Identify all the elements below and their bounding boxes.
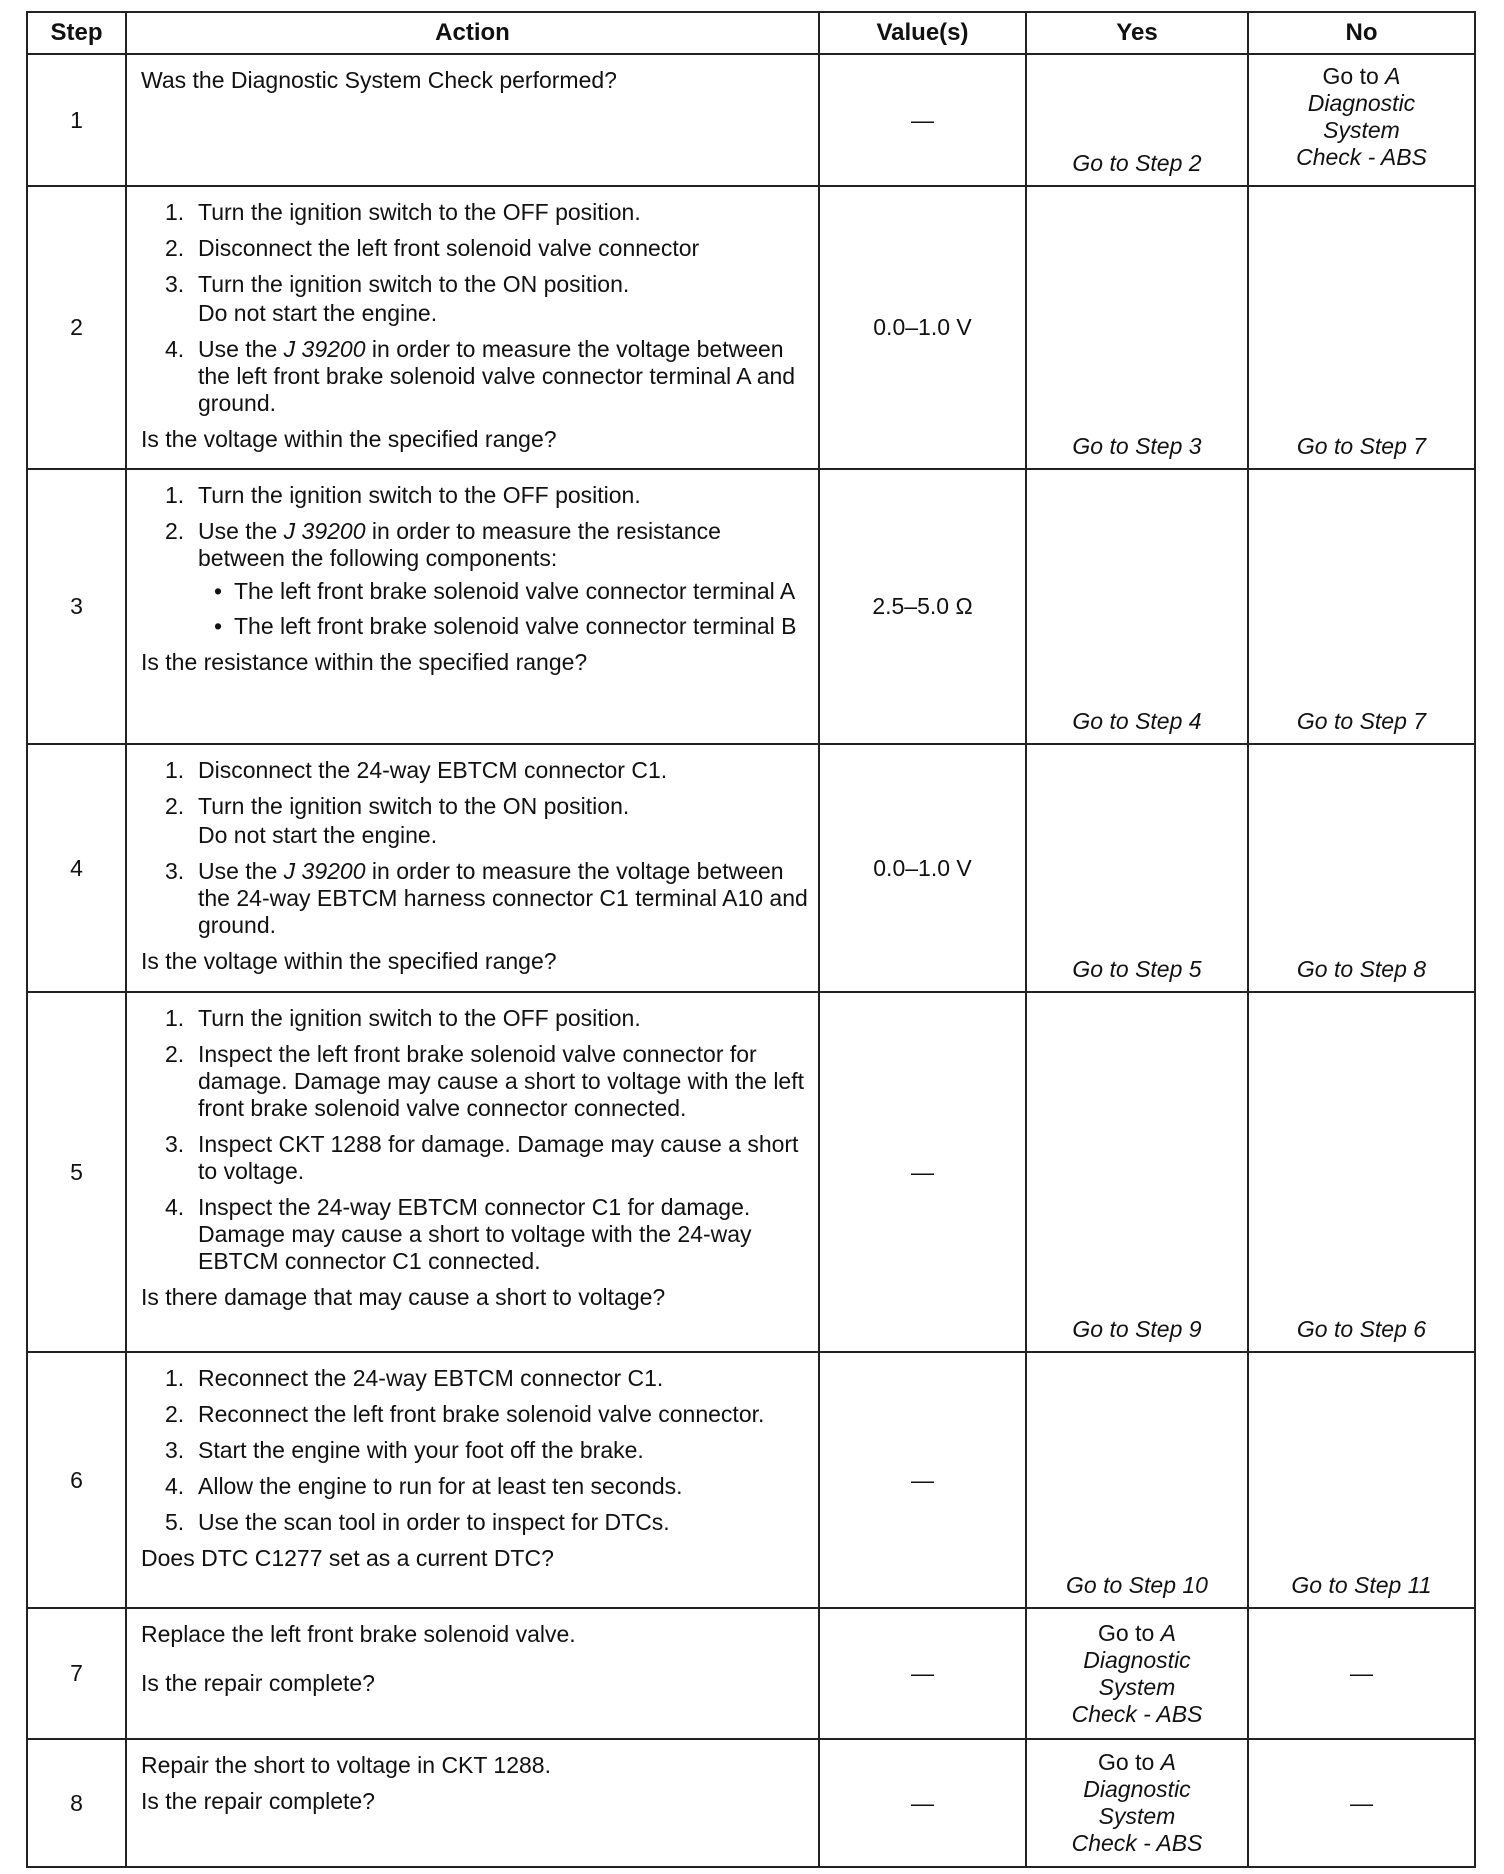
step-text: in order to measure the resistance between the following components: — [198, 518, 721, 571]
value-cell: 0.0–1.0 V — [819, 744, 1026, 992]
header-action: Action — [126, 12, 819, 54]
step-text: Turn the ignition switch to the OFF position. — [198, 482, 641, 508]
value-cell: 0.0–1.0 V — [819, 186, 1026, 469]
table-row — [27, 186, 1475, 469]
header-row — [27, 12, 1475, 54]
table-row — [27, 1352, 1475, 1608]
step-number: 6 — [27, 1352, 126, 1608]
action-question: Is the resistance within the specified range? — [141, 649, 588, 675]
action-step — [141, 1365, 808, 1392]
value-cell: — — [819, 992, 1026, 1352]
step-index: 4. — [165, 1194, 185, 1220]
step-text: Use the — [198, 518, 284, 544]
action-steps — [141, 482, 808, 640]
action-step — [141, 757, 808, 784]
step-index: 1. — [165, 1005, 185, 1031]
step-text: Turn the ignition switch to the OFF position. — [198, 1005, 641, 1031]
step-text: Disconnect the left front solenoid valve connector — [198, 235, 700, 261]
step-index: 2. — [165, 518, 185, 544]
action-step — [141, 1194, 808, 1275]
step-text: Turn the ignition switch to the ON position. — [198, 793, 630, 819]
yes-cell[interactable]: Go to Step 10 — [1026, 1352, 1248, 1608]
action-step — [141, 793, 808, 820]
step-text: Allow the engine to run for at least ten seconds. — [198, 1473, 683, 1499]
step-index: 3. — [165, 271, 185, 297]
action-step — [141, 1473, 808, 1500]
table-row — [27, 54, 1475, 186]
action-question: Is the voltage within the specified range? — [141, 426, 557, 452]
step-index: 5. — [165, 1509, 185, 1535]
step-text: Inspect CKT 1288 for damage. Damage may cause a short to voltage. — [198, 1131, 799, 1184]
component-item: • The left front brake solenoid valve connector terminal A — [198, 578, 808, 605]
yes-cell[interactable] — [1026, 1608, 1248, 1739]
link-letter: A — [1160, 1749, 1176, 1775]
action-step — [141, 858, 808, 939]
action-step — [141, 1005, 808, 1032]
link-line: Diagnostic — [1083, 1776, 1191, 1802]
table-row — [27, 1608, 1475, 1739]
action-steps — [141, 757, 808, 820]
yes-cell[interactable]: Go to Step 3 — [1026, 186, 1248, 469]
action-step — [141, 482, 808, 509]
value-cell: — — [819, 1739, 1026, 1867]
step-index: 1. — [165, 199, 185, 225]
link-prefix: Go to — [1098, 1619, 1161, 1646]
step-text: Use the scan tool in order to inspect for DTCs. — [198, 1509, 670, 1535]
table-row — [27, 992, 1475, 1352]
link-line: Check - ABS — [1071, 1830, 1203, 1856]
action-cell — [126, 744, 819, 992]
action-question: Was the Diagnostic System Check performed? — [141, 67, 617, 93]
action-instruction: Repair the short to voltage in CKT 1288. — [141, 1752, 551, 1778]
step-text: Disconnect the 24-way EBTCM connector C1. — [198, 757, 668, 783]
action-question: Is there damage that may cause a short to voltage? — [141, 1284, 666, 1310]
tool-name: J 39200 — [283, 336, 366, 362]
action-steps — [141, 858, 808, 939]
diagnostic-table — [26, 11, 1476, 1868]
component-list — [198, 578, 808, 640]
no-cell: — — [1248, 1608, 1475, 1739]
action-note: Do not start the engine. — [198, 822, 438, 848]
step-index: 4. — [165, 336, 185, 362]
header-no: No — [1248, 12, 1475, 54]
action-note: Do not start the engine. — [198, 300, 438, 326]
action-question: Does DTC C1277 set as a current DTC? — [141, 1545, 554, 1571]
action-step — [141, 1401, 808, 1428]
step-text: Use the — [198, 336, 284, 362]
no-cell[interactable]: Go to Step 11 — [1248, 1352, 1475, 1608]
action-cell — [126, 1739, 819, 1867]
step-index: 1. — [165, 482, 185, 508]
step-text: Inspect the left front brake solenoid valve connector for damage. Damage may cause a short to voltage with the left front brake solenoid valve connector connected. — [198, 1041, 804, 1121]
step-index: 2. — [165, 235, 185, 261]
spacer — [141, 1648, 808, 1670]
action-steps — [141, 1005, 808, 1275]
action-steps — [141, 199, 808, 298]
action-cell — [126, 1352, 819, 1608]
yes-cell[interactable]: Go to Step 9 — [1026, 992, 1248, 1352]
action-cell — [126, 469, 819, 744]
link-line: System — [1323, 117, 1400, 143]
yes-cell[interactable]: Go to Step 2 — [1026, 54, 1248, 186]
step-index: 2. — [165, 1041, 185, 1067]
action-step — [141, 1509, 808, 1536]
action-step — [141, 518, 808, 640]
yes-cell[interactable] — [1026, 1739, 1248, 1867]
step-index: 2. — [165, 793, 185, 819]
step-number: 2 — [27, 186, 126, 469]
link-letter: A — [1160, 1619, 1176, 1646]
step-number: 3 — [27, 469, 126, 744]
step-number: 8 — [27, 1739, 126, 1867]
step-number: 4 — [27, 744, 126, 992]
table-row — [27, 469, 1475, 744]
yes-cell[interactable]: Go to Step 4 — [1026, 469, 1248, 744]
link-line: Diagnostic — [1083, 1646, 1191, 1673]
value-cell: — — [819, 1352, 1026, 1608]
action-step — [141, 235, 808, 262]
action-question: Is the repair complete? — [141, 1788, 375, 1814]
action-instruction: Replace the left front brake solenoid valve. — [141, 1621, 576, 1647]
table-row — [27, 1739, 1475, 1867]
step-index: 1. — [165, 757, 185, 783]
action-step — [141, 1131, 808, 1185]
value-cell: 2.5–5.0 Ω — [819, 469, 1026, 744]
value-cell: — — [819, 1608, 1026, 1739]
step-text: Use the — [198, 858, 284, 884]
tool-name: J 39200 — [283, 858, 366, 884]
action-question: Is the voltage within the specified range? — [141, 948, 557, 974]
step-index: 3. — [165, 1131, 185, 1157]
link-line: System — [1098, 1803, 1176, 1829]
link-line: Check - ABS — [1296, 144, 1427, 170]
action-step — [141, 1437, 808, 1464]
step-index: 2. — [165, 1401, 185, 1427]
link-letter: A — [1385, 63, 1401, 89]
link-line: Diagnostic — [1307, 90, 1416, 116]
step-text: Turn the ignition switch to the ON position. — [198, 271, 630, 297]
action-cell — [126, 1608, 819, 1739]
step-text: Reconnect the 24-way EBTCM connector C1. — [198, 1365, 664, 1391]
link-line: System — [1098, 1673, 1176, 1700]
component-item: • The left front brake solenoid valve connector terminal B — [198, 613, 808, 640]
step-text: Reconnect the left front brake solenoid valve connector. — [198, 1401, 765, 1427]
action-steps — [141, 1365, 808, 1536]
diagnostic-table-page — [26, 11, 1474, 1868]
step-text: in order to measure the voltage between the left front brake solenoid valve connector terminal A and ground. — [198, 336, 796, 416]
action-step — [141, 1041, 808, 1122]
action-step — [141, 199, 808, 226]
no-cell: — — [1248, 1739, 1475, 1867]
step-text: Start the engine with your foot off the brake. — [198, 1437, 644, 1463]
no-cell[interactable]: Go to Step 6 — [1248, 992, 1475, 1352]
link-line: Check - ABS — [1071, 1700, 1203, 1727]
no-cell[interactable]: Go to Step 7 — [1248, 186, 1475, 469]
action-question: Is the repair complete? — [141, 1670, 375, 1696]
action-cell — [126, 992, 819, 1352]
no-cell[interactable] — [1248, 54, 1475, 186]
tool-name: J 39200 — [283, 518, 366, 544]
step-text: Inspect the 24-way EBTCM connector C1 for damage. Damage may cause a short to voltage with the 24-way EBTCM connector C1 connected. — [198, 1194, 752, 1274]
action-cell — [126, 186, 819, 469]
step-text: in order to measure the voltage between the 24-way EBTCM harness connector C1 terminal A10 and ground. — [198, 858, 808, 938]
header-yes: Yes — [1026, 12, 1248, 54]
step-index: 1. — [165, 1365, 185, 1391]
step-index: 3. — [165, 1437, 185, 1463]
no-cell[interactable]: Go to Step 7 — [1248, 469, 1475, 744]
yes-cell[interactable]: Go to Step 5 — [1026, 744, 1248, 992]
header-step: Step — [27, 12, 126, 54]
action-steps — [141, 336, 808, 417]
step-number: 5 — [27, 992, 126, 1352]
step-text: Turn the ignition switch to the OFF position. — [198, 199, 641, 225]
step-index: 4. — [165, 1473, 185, 1499]
action-step — [141, 271, 808, 298]
action-cell — [126, 54, 819, 186]
no-cell[interactable]: Go to Step 8 — [1248, 744, 1475, 992]
step-index: 3. — [165, 858, 185, 884]
table-row — [27, 744, 1475, 992]
step-number: 7 — [27, 1608, 126, 1739]
link-prefix: Go to — [1322, 63, 1386, 89]
link-prefix: Go to — [1098, 1749, 1161, 1775]
value-cell: — — [819, 54, 1026, 186]
step-number: 1 — [27, 54, 126, 186]
header-values: Value(s) — [819, 12, 1026, 54]
action-step — [141, 336, 808, 417]
